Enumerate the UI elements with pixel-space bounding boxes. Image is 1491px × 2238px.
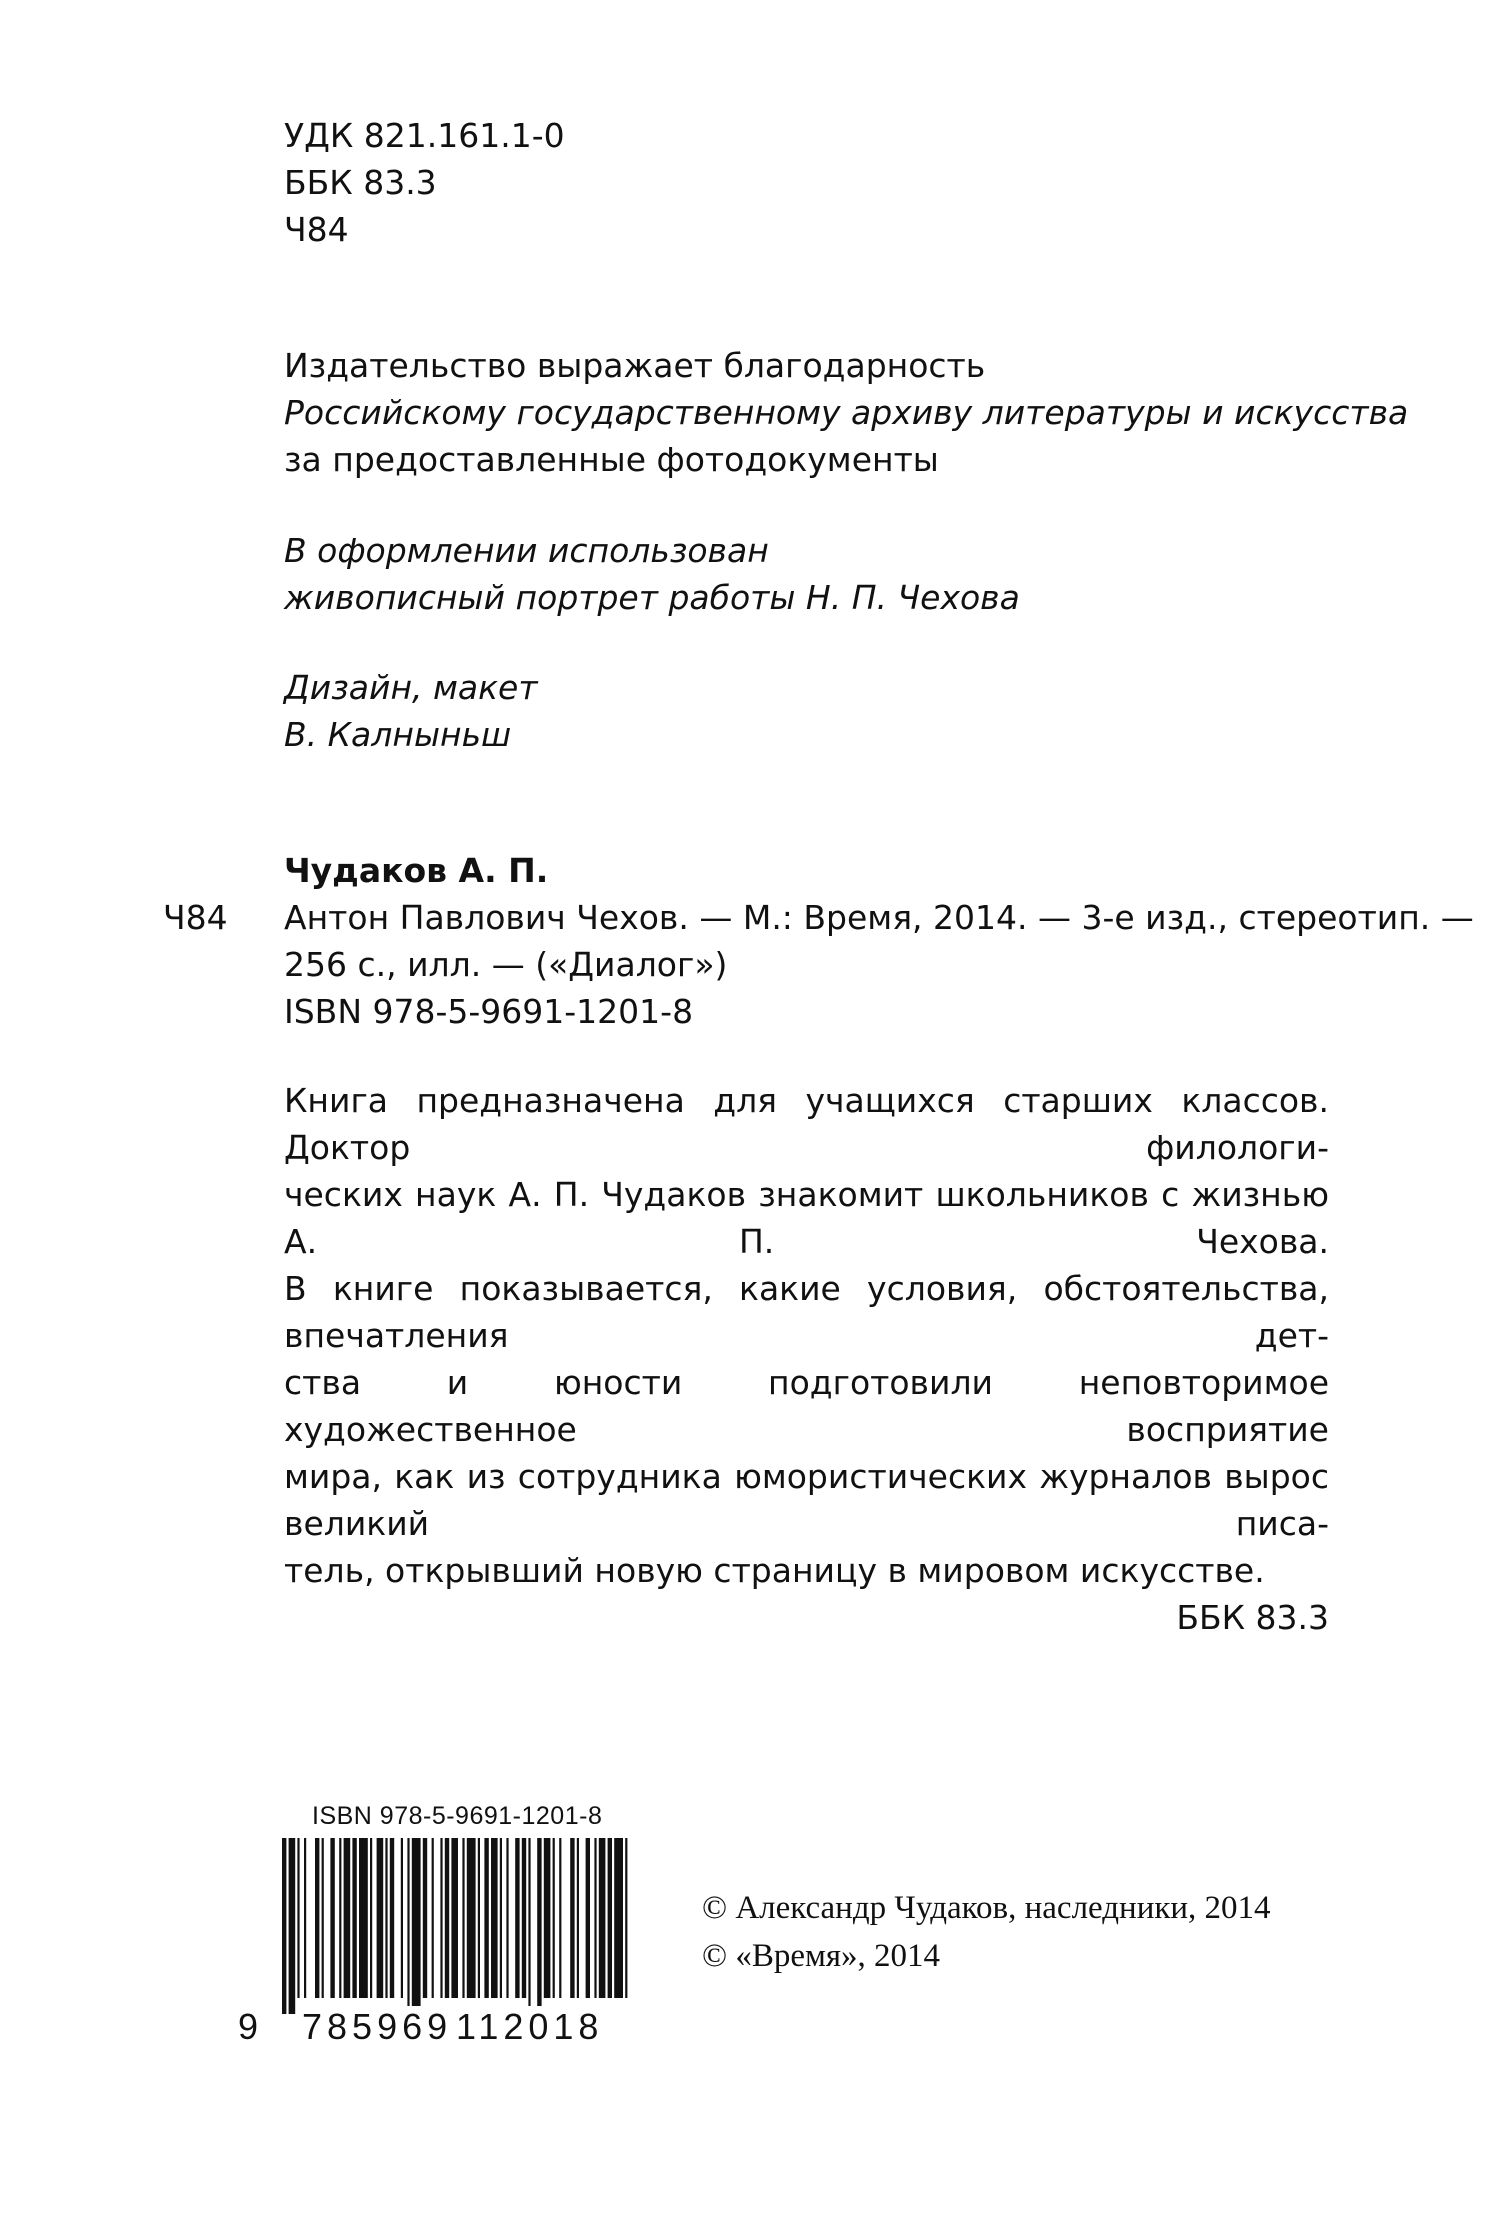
copyright-line-1: © Александр Чудаков, наследники, 2014 [702, 1890, 1271, 1926]
barcode-bar [500, 1838, 502, 1998]
barcode-bar [462, 1838, 464, 1998]
barcode-bar [352, 1838, 356, 1998]
barcode-bar [491, 1838, 498, 1998]
copyright-line-2: © «Время», 2014 [702, 1938, 941, 1974]
cover-note-block [284, 527, 1344, 621]
barcode-bar [315, 1838, 319, 1998]
bib-author: Чудаков А. П. [284, 851, 549, 890]
barcode-bar [478, 1838, 480, 1998]
bibliographic-block [284, 847, 1474, 1035]
barcode-bar [385, 1838, 387, 1998]
annotation-line-3: В книге показывается, какие условия, обстоятельства, впечатления дет- [284, 1269, 1329, 1355]
barcode-bar [370, 1838, 372, 1998]
barcode-bar [282, 1838, 286, 2014]
barcode-bar [528, 1838, 530, 2014]
bib-isbn: ISBN 978-5-9691-1201-8 [284, 992, 694, 1031]
annotation-line-4: ства и юности подготовили неповторимое художественное восприятие [284, 1363, 1329, 1449]
thanks-line-2: Российскому государственному архиву литературы и искусства [284, 393, 1409, 432]
annotation-line-6: тель, открывший новую страницу в мировом искусстве. [284, 1551, 1265, 1590]
barcode-isbn-text: ISBN 978-5-9691-1201-8 [312, 1802, 603, 1830]
barcode-bar [297, 1838, 299, 1998]
barcode-bar [322, 1838, 324, 1998]
barcode-bar [412, 1838, 421, 2014]
barcode-bar [537, 1838, 541, 2014]
udk-code: УДК 821.161.1-0 [284, 116, 565, 155]
barcode-bar [445, 1838, 449, 1998]
barcode-bar [544, 1838, 551, 1998]
classification-block [284, 112, 1344, 253]
barcode-bar [522, 1838, 526, 1998]
bbk-code: ББК 83.3 [284, 163, 437, 202]
barcode-bar [515, 1838, 519, 1998]
barcode-bar [625, 1838, 627, 1998]
barcode-bar [608, 1838, 612, 1998]
barcode-bar [451, 1838, 458, 1998]
barcode-left-digits: 785969 [302, 2006, 453, 2047]
barcode-bar [377, 1838, 384, 1998]
barcode-bar [339, 1838, 341, 1998]
barcode-bar [401, 1838, 403, 1998]
annotation-line-2: ческих наук А. П. Чудаков знакомит школьников с жизнью А. П. Чехова. [284, 1175, 1329, 1261]
barcode-bar [577, 1838, 579, 1998]
thanks-line-1: Издательство выражает благодарность [284, 346, 986, 385]
barcode-bar [570, 1838, 574, 1998]
barcode-first-digit: 9 [238, 2006, 259, 2047]
annotation-line-5: мира, как из сотрудника юмористических журналов вырос великий писа- [284, 1457, 1329, 1543]
barcode-bar [330, 1838, 334, 1998]
annotation-line-1: Книга предназначена для учащихся старших классов. Доктор филологи- [284, 1081, 1329, 1167]
design-block [284, 664, 1344, 758]
barcode-bar [423, 1838, 427, 1998]
barcode-bar [390, 1838, 394, 1998]
barcode-bar [484, 1838, 488, 1998]
barcode-bar [614, 1838, 623, 1998]
cover-note-line-2: живописный портрет работы Н. П. Чехова [284, 578, 1020, 617]
barcode-bar [506, 1838, 508, 1998]
barcode-bar [599, 1838, 606, 1998]
barcode-bar [553, 1838, 555, 1998]
cover-note-line-1: В оформлении использован [284, 531, 769, 570]
barcode-bar [407, 1838, 409, 2014]
barcode-bar [289, 1838, 296, 2014]
bib-line-1: Антон Павлович Чехов. — М.: Время, 2014. — 3-е изд., стереотип. — [284, 898, 1474, 937]
barcode-bar [432, 1838, 434, 1998]
author-mark: Ч84 [284, 210, 349, 249]
design-line-1: Дизайн, макет [284, 668, 538, 707]
barcode-bar [467, 1838, 476, 1998]
barcode-bar [344, 1838, 351, 1998]
annotation-block [284, 1077, 1329, 1641]
barcode-bar [304, 1838, 306, 1998]
bib-line-2: 256 с., илл. — («Диалог») [284, 945, 728, 984]
barcode-bar [440, 1838, 442, 1998]
barcode-right-digits: 112018 [456, 2006, 604, 2047]
thanks-line-3: за предоставленные фотодокументы [284, 440, 939, 479]
design-line-2: В. Калныньш [284, 715, 512, 754]
barcode-bar [594, 1838, 596, 1998]
thanks-block [284, 342, 1409, 483]
barcode-bar [359, 1838, 368, 1998]
barcode-bar [586, 1838, 590, 1998]
barcode-bar [559, 1838, 561, 1998]
bib-mark: Ч84 [163, 898, 228, 937]
annotation-bbk: ББК 83.3 [1176, 1598, 1329, 1637]
